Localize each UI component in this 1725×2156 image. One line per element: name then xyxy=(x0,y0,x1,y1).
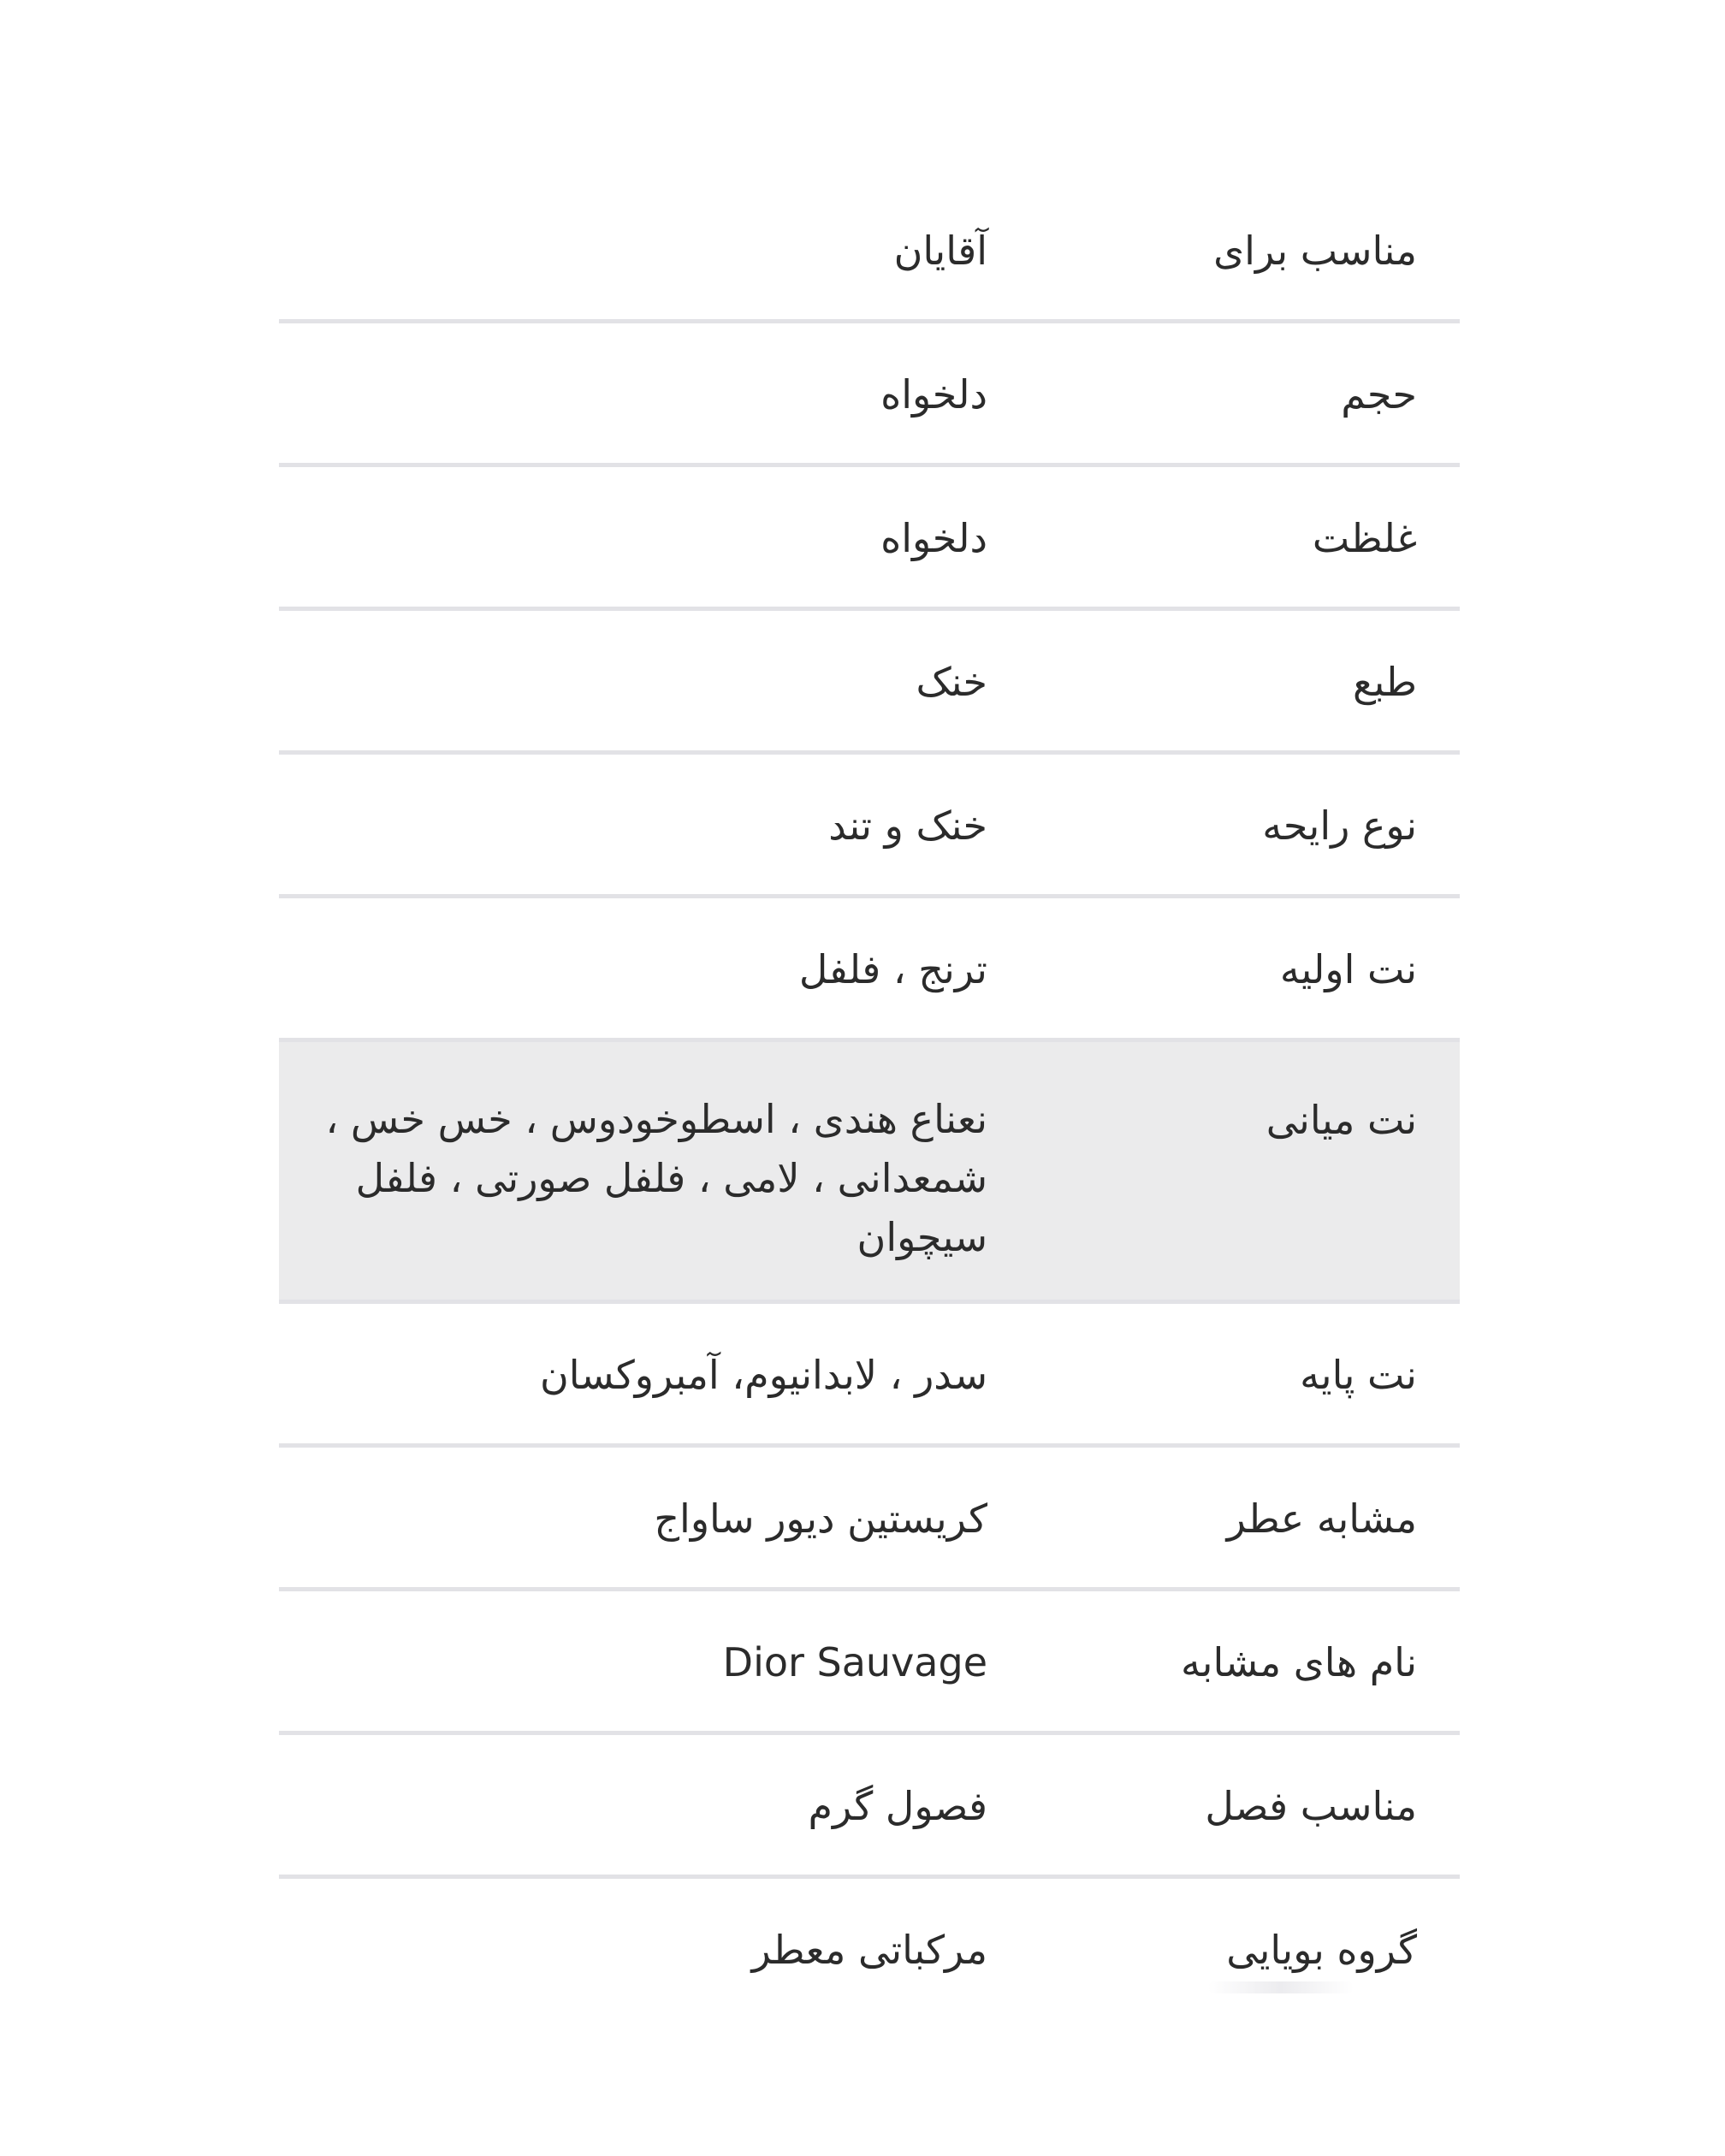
spec-value: ترنج ، فلفل xyxy=(798,946,987,992)
spec-value: کریستین دیور ساواج xyxy=(654,1496,987,1542)
spec-value: آقایان xyxy=(893,228,987,274)
spec-label: نام های مشابه xyxy=(1181,1639,1417,1685)
spec-row-base-notes xyxy=(279,1304,1460,1448)
spec-value: نعناع هندی ، اسطوخودوس ، خس خس ، شمعدانی ، لامی ، فلفل صورتی ، فلفل سیچوان xyxy=(325,1096,987,1260)
spec-value: مرکباتی معطر xyxy=(751,1927,987,1973)
spec-row-top-notes xyxy=(279,898,1460,1042)
spec-row-volume xyxy=(279,323,1460,467)
spec-label: حجم xyxy=(1341,371,1417,418)
spec-row-suitable-for xyxy=(279,180,1460,323)
spec-value: خنک و تند xyxy=(828,803,987,849)
product-specs-table xyxy=(279,180,1460,2023)
spec-label: نت پایه xyxy=(1300,1352,1417,1398)
scroll-indicator xyxy=(1208,1981,1354,1993)
spec-row-similar-perfume xyxy=(279,1448,1460,1591)
spec-value xyxy=(279,1591,987,1731)
spec-value: دلخواه xyxy=(880,515,987,561)
spec-row-similar-names xyxy=(279,1591,1460,1735)
spec-label: طبع xyxy=(1353,659,1417,705)
spec-value: سدر ، لابدانیوم، آمبروکسان xyxy=(540,1352,987,1398)
spec-label: مشابه عطر xyxy=(1226,1496,1417,1542)
spec-label: نت میانی xyxy=(1266,1097,1417,1143)
spec-row-olfactory-group xyxy=(279,1879,1460,2023)
spec-value: دلخواه xyxy=(880,371,987,418)
spec-row-concentration xyxy=(279,467,1460,611)
spec-value: خنک xyxy=(916,659,987,705)
spec-label: نوع رایحه xyxy=(1262,803,1417,849)
spec-label: مناسب برای xyxy=(1213,228,1417,274)
spec-value-text: Dior Sauvage xyxy=(722,1639,987,1685)
spec-row-temperament xyxy=(279,611,1460,755)
spec-label: غلظت xyxy=(1312,515,1417,561)
spec-label: مناسب فصل xyxy=(1205,1783,1417,1829)
spec-row-middle-notes xyxy=(279,1042,1460,1304)
spec-label: گروه بویایی xyxy=(1226,1927,1417,1973)
spec-label: نت اولیه xyxy=(1279,946,1417,992)
spec-row-scent-type xyxy=(279,755,1460,898)
spec-value: فصول گرم xyxy=(808,1783,987,1829)
spec-row-suitable-season xyxy=(279,1735,1460,1879)
